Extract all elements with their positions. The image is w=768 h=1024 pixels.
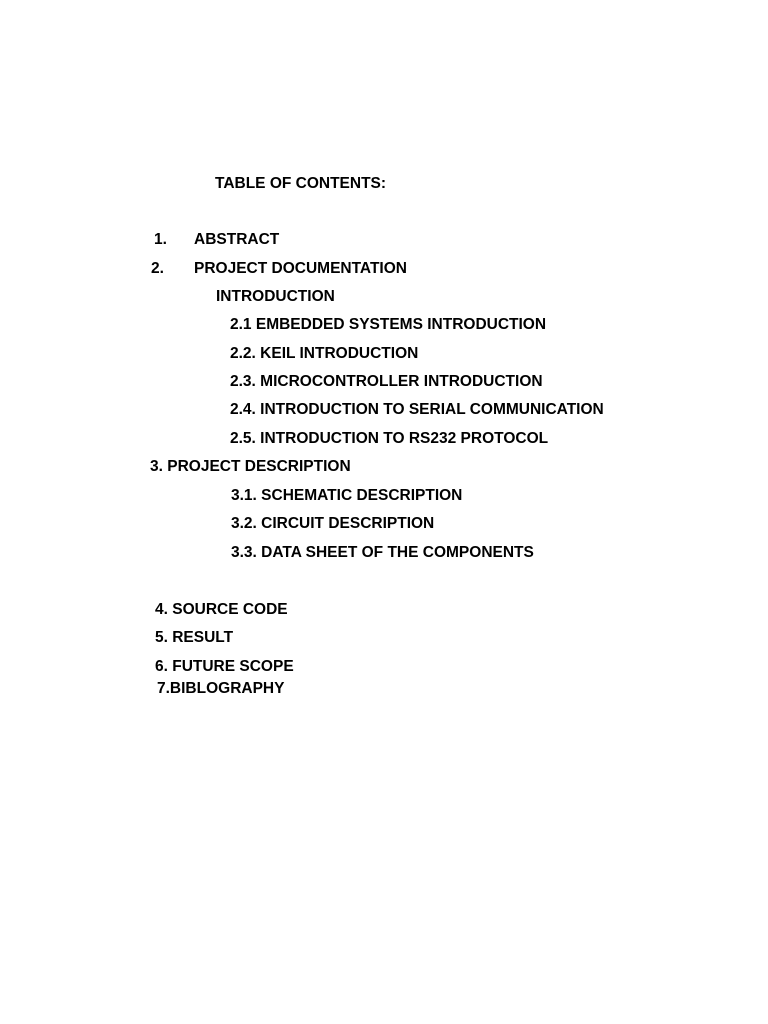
toc-entry-text: 3.1. SCHEMATIC DESCRIPTION [231,487,463,504]
toc-entry-text: 2.3. MICROCONTROLLER INTRODUCTION [230,373,543,390]
toc-entry-text: INTRODUCTION [216,288,335,305]
toc-entry-text: 3.2. CIRCUIT DESCRIPTION [231,515,435,532]
toc-entry-text: 2.1 EMBEDDED SYSTEMS INTRODUCTION [230,316,547,333]
toc-entry-text: 5. RESULT [155,629,234,646]
toc-entry-number: 2. [151,260,164,277]
toc-entry-number: 1. [154,231,167,248]
toc-entry-text: 2.4. INTRODUCTION TO SERIAL COMMUNICATION [230,401,604,418]
toc-entry-text: PROJECT DOCUMENTATION [194,260,407,277]
toc-entry-text: 3.3. DATA SHEET OF THE COMPONENTS [231,544,534,561]
toc-entry-text: 6. FUTURE SCOPE [155,658,294,675]
toc-entry-text: 7.BIBLOGRAPHY [157,680,285,697]
toc-entry-text: 2.2. KEIL INTRODUCTION [230,345,419,362]
toc-entry-text: 3. PROJECT DESCRIPTION [150,458,351,475]
toc-entry-text: ABSTRACT [194,231,280,248]
toc-entry-text: 2.5. INTRODUCTION TO RS232 PROTOCOL [230,430,549,447]
toc-entry-text: 4. SOURCE CODE [155,601,288,618]
toc-heading-text: TABLE OF CONTENTS: [215,175,387,192]
